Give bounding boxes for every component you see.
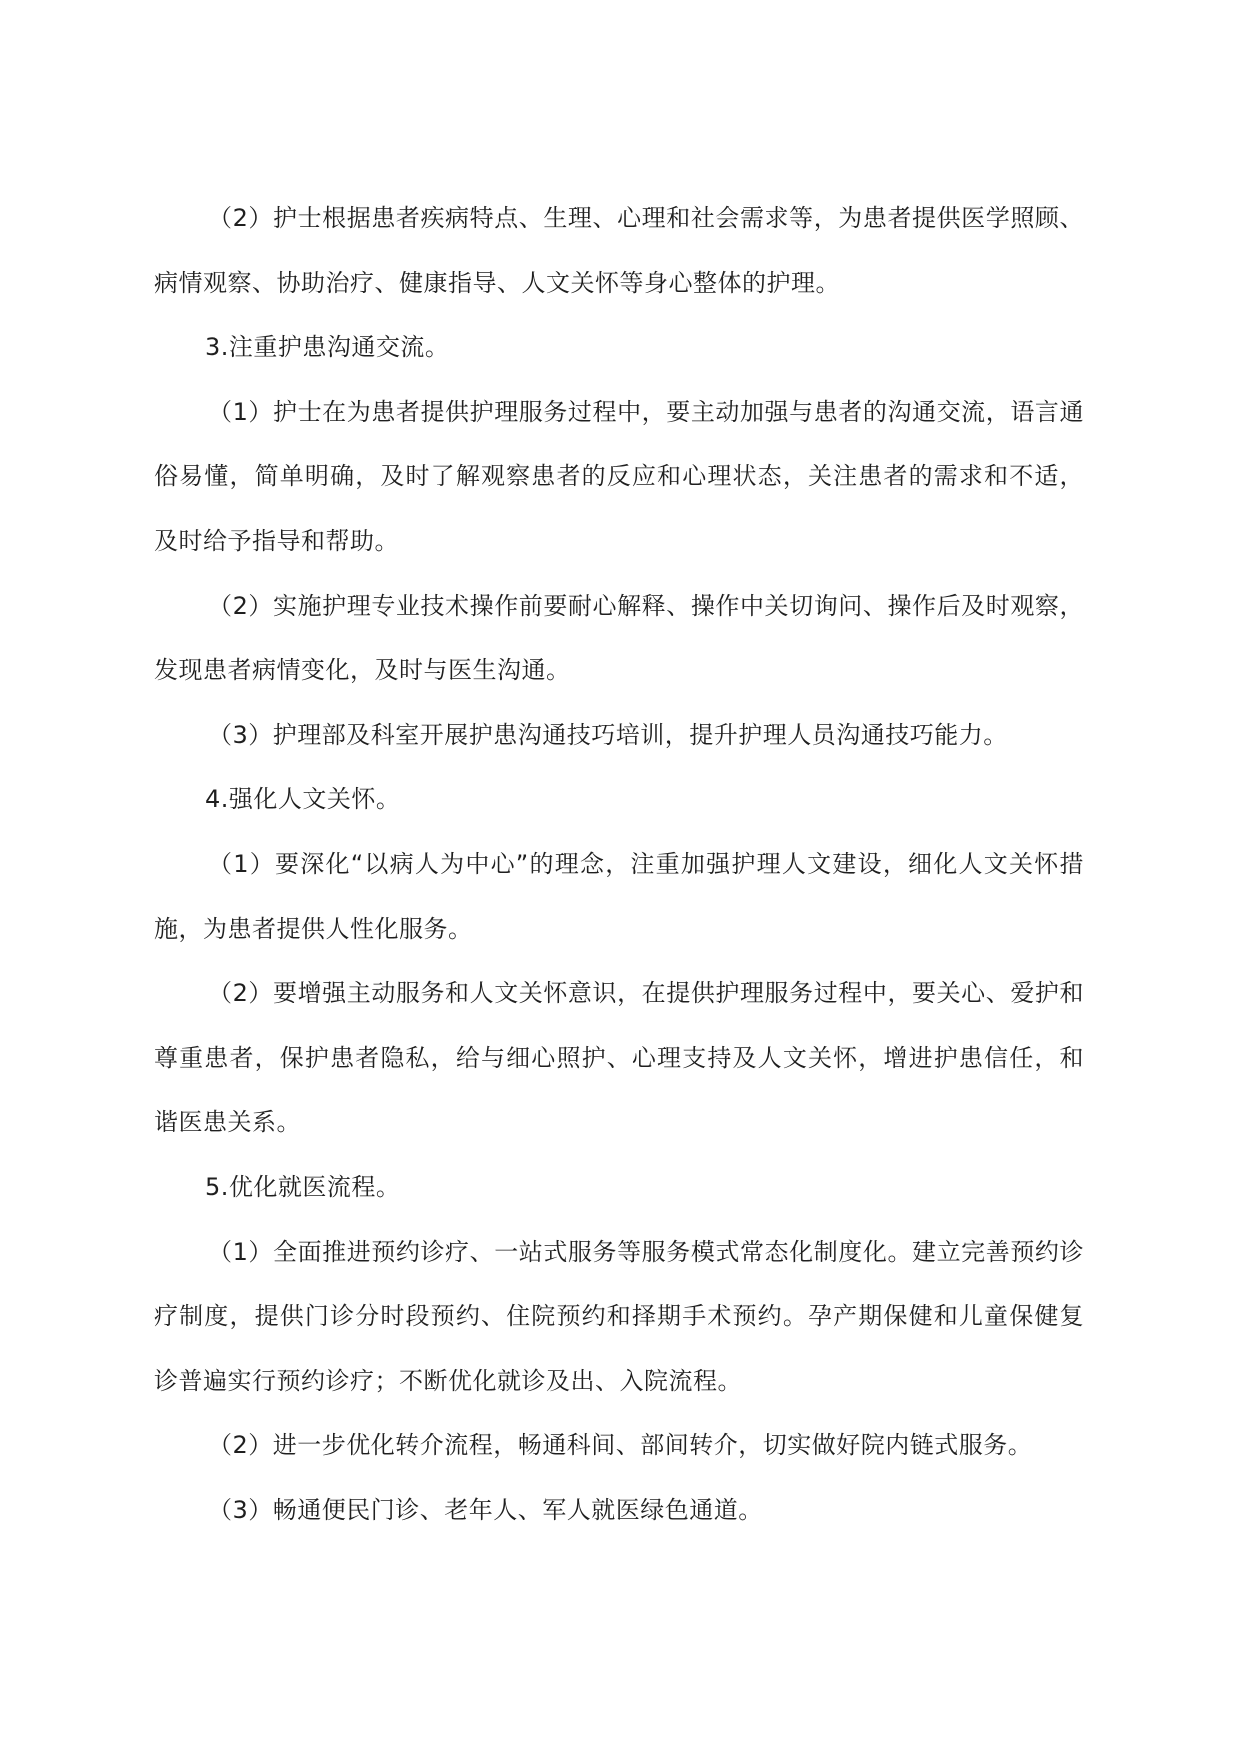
paragraph-communication-1: （1）护士在为患者提供护理服务过程中，要主动加强与患者的沟通交流，语言通俗易懂，简单明确，及时了解观察患者的反应和心理状态，关注患者的需求和不适，及时给予指导和帮助。 — [154, 397, 1084, 555]
paragraph-humanistic-care-1: （1）要深化“以病人为中心”的理念，注重加强护理人文建设，细化人文关怀措施，为患者提供人性化服务。 — [154, 849, 1084, 943]
paragraph-communication-3: （3）护理部及科室开展护患沟通技巧培训，提升护理人员沟通技巧能力。 — [208, 720, 1008, 749]
paragraph-humanistic-care-2: （2）要增强主动服务和人文关怀意识，在提供护理服务过程中，要关心、爱护和尊重患者，保护患者隐私，给与细心照护、心理支持及人文关怀，增进护患信任，和谐医患关系。 — [154, 979, 1084, 1137]
paragraph-optimize-process-1: （1）全面推进预约诊疗、一站式服务等服务模式常态化制度化。建立完善预约诊疗制度，提供门诊分时段预约、住院预约和择期手术预约。孕产期保健和儿童保健复诊普遍实行预约诊疗；不断优化就诊及出、入院流程。 — [154, 1237, 1084, 1395]
section-heading-humanistic-care: 4.强化人文关怀。 — [205, 785, 401, 814]
section-heading-communication: 3.注重护患沟通交流。 — [205, 333, 450, 362]
document-body — [154, 186, 1084, 1542]
section-heading-optimize-process: 5.优化就医流程。 — [205, 1172, 401, 1201]
paragraph-optimize-process-3: （3）畅通便民门诊、老年人、军人就医绿色通道。 — [208, 1495, 763, 1524]
paragraph-optimize-process-2: （2）进一步优化转介流程，畅通科间、部间转介，切实做好院内链式服务。 — [208, 1431, 1033, 1460]
paragraph-nursing-care-2: （2）护士根据患者疾病特点、生理、心理和社会需求等，为患者提供医学照顾、病情观察、协助治疗、健康指导、人文关怀等身心整体的护理。 — [154, 204, 1084, 297]
paragraph-communication-2: （2）实施护理专业技术操作前要耐心解释、操作中关切询问、操作后及时观察，发现患者病情变化，及时与医生沟通。 — [154, 591, 1084, 685]
